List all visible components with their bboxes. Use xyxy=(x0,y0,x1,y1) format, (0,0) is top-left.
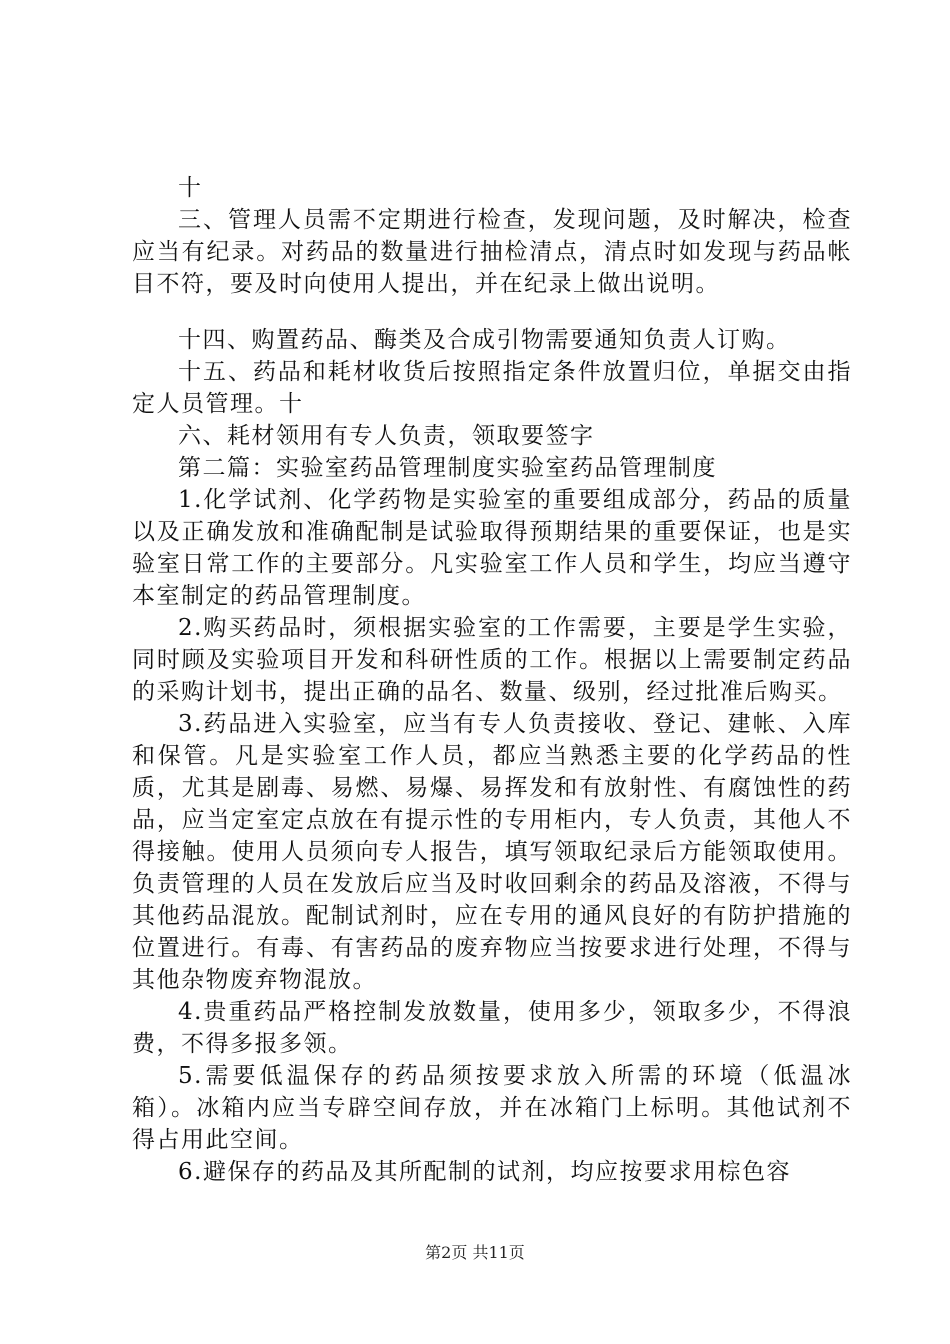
document-body xyxy=(132,172,852,1188)
paragraph: 第二篇：实验室药品管理制度实验室药品管理制度 xyxy=(178,455,717,481)
paragraph: 4.贵重药品严格控制发放数量，使用多少，领取多少，不得浪费，不得多报多领。 xyxy=(132,999,852,1057)
paragraph: 3.药品进入实验室，应当有专人负责接收、登记、建帐、入库和保管。凡是实验室工作人员，都应当熟悉主要的化学药品的性质，尤其是剧毒、易燃、易爆、易挥发和有放射性、有腐蚀性的药品，应当定室定点放在有提示性的专用柜内，专人负责，其他人不得接触。使用人员须向专人报告，填写领取纪录后方能领取使用。负责管理的人员在发放后应当及时收回剩余的药品及溶液，不得与其他药品混放。配制试剂时，应在专用的通风良好的有防护措施的位置进行。有毒、有害药品的废弃物应当按要求进行处理，不得与其他杂物废弃物混放。 xyxy=(132,711,852,993)
paragraph: 2.购买药品时，须根据实验室的工作需要，主要是学生实验，同时顾及实验项目开发和科研性质的工作。根据以上需要制定药品的采购计划书，提出正确的品名、数量、级别，经过批准后购买。 xyxy=(132,615,852,705)
paragraph: 十五、药品和耗材收货后按照指定条件放置归位，单据交由指定人员管理。十 xyxy=(132,359,852,417)
paragraph: 六、耗材领用有专人负责，领取要签字 xyxy=(178,423,595,449)
page-footer: 第2页 共11页 xyxy=(425,1243,525,1262)
paragraph: 十 xyxy=(178,175,203,201)
paragraph: 三、管理人员需不定期进行检查，发现问题，及时解决，检查应当有纪录。对药品的数量进行抽检清点，清点时如发现与药品帐目不符，要及时向使用人提出，并在纪录上做出说明。 xyxy=(132,207,852,297)
paragraph: 十四、购置药品、酶类及合成引物需要通知负责人订购。 xyxy=(178,327,791,353)
paragraph: 5.需要低温保存的药品须按要求放入所需的环境（低温冰箱）。冰箱内应当专辟空间存放，并在冰箱门上标明。其他试剂不得占用此空间。 xyxy=(132,1063,852,1153)
paragraph: 1.化学试剂、化学药物是实验室的重要组成部分，药品的质量以及正确发放和准确配制是试验取得预期结果的重要保证，也是实验室日常工作的主要部分。凡实验室工作人员和学生，均应当遵守本室制定的药品管理制度。 xyxy=(132,487,852,609)
paragraph: 6.避保存的药品及其所配制的试剂，均应按要求用棕色容 xyxy=(178,1159,791,1185)
